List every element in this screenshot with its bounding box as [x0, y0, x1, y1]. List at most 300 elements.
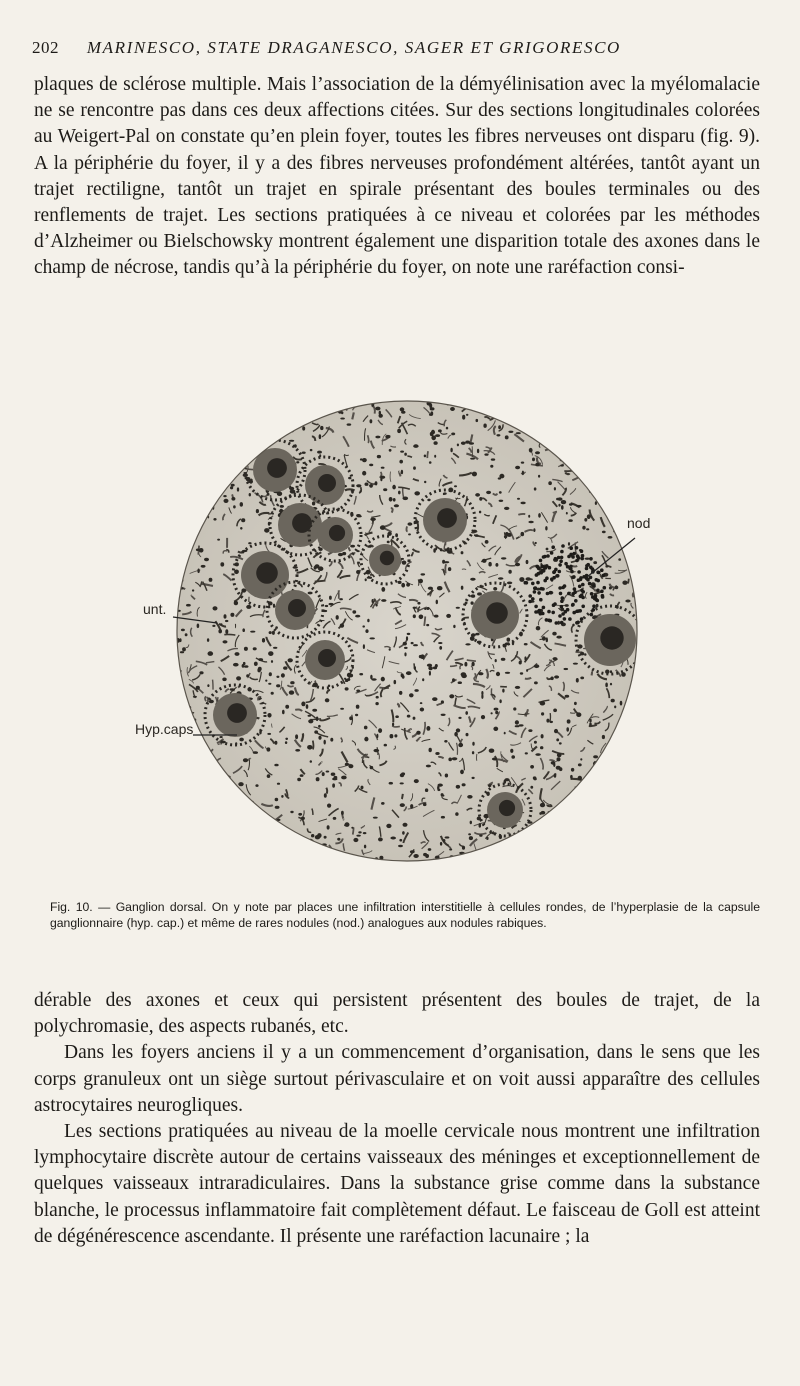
nucleus-dot: [430, 407, 435, 410]
nucleus-dot: [222, 678, 226, 682]
nucleus-dot: [276, 676, 279, 678]
nucleus-dot: [428, 587, 433, 590]
nodule-cell: [550, 551, 554, 555]
nodule-cell: [561, 596, 565, 600]
fiber-stroke: [196, 421, 200, 425]
fiber-stroke: [631, 470, 639, 476]
fiber-stroke: [628, 417, 633, 424]
nucleus-dot: [386, 824, 391, 828]
nucleus-dot: [244, 647, 248, 651]
nucleus-dot: [201, 565, 206, 568]
nucleus-dot: [507, 638, 511, 642]
nucleus-dot: [400, 451, 404, 453]
nucleus-dot: [190, 453, 195, 457]
fiber-stroke: [257, 808, 259, 820]
nucleus-dot: [617, 764, 619, 768]
fiber-stroke: [230, 447, 237, 455]
nucleus-dot: [285, 738, 288, 740]
nucleus-dot: [325, 605, 328, 607]
nucleus-dot: [628, 557, 633, 561]
nucleus-dot: [593, 755, 598, 758]
cell-nucleus: [486, 602, 508, 624]
nucleus-dot: [513, 707, 516, 710]
fiber-stroke: [595, 828, 603, 836]
fiber-stroke: [279, 837, 287, 841]
fiber-stroke: [450, 665, 457, 666]
nucleus-dot: [401, 470, 403, 475]
fiber-stroke: [178, 430, 182, 436]
nucleus-dot: [559, 838, 561, 840]
fiber-stroke: [177, 796, 180, 802]
fiber-stroke: [615, 747, 624, 755]
nucleus-dot: [558, 504, 560, 507]
nucleus-dot: [605, 683, 608, 688]
nucleus-dot: [400, 782, 404, 784]
nodule-cell: [546, 592, 550, 596]
nucleus-dot: [567, 719, 571, 723]
nucleus-dot: [316, 777, 320, 781]
nucleus-dot: [381, 599, 386, 602]
fiber-stroke: [602, 425, 605, 431]
nucleus-dot: [526, 560, 529, 564]
nucleus-dot: [568, 519, 572, 522]
nucleus-dot: [316, 717, 319, 722]
nucleus-dot: [484, 453, 488, 455]
nucleus-dot: [314, 566, 317, 570]
nucleus-dot: [204, 558, 209, 561]
nucleus-dot: [381, 467, 385, 469]
nucleus-dot: [456, 785, 460, 789]
nucleus-dot: [438, 429, 442, 432]
fiber-stroke: [638, 563, 649, 564]
nodule-cell: [560, 621, 564, 625]
nucleus-dot: [476, 419, 479, 422]
nucleus-dot: [325, 698, 330, 702]
nucleus-dot: [178, 501, 182, 505]
nucleus-dot: [238, 829, 241, 834]
nucleus-dot: [429, 748, 432, 752]
nucleus-dot: [247, 854, 250, 857]
nucleus-dot: [370, 637, 375, 639]
fiber-stroke: [260, 864, 268, 867]
nucleus-dot: [241, 518, 245, 522]
nucleus-dot: [428, 848, 432, 851]
nodule-cell: [545, 618, 549, 622]
nucleus-dot: [271, 429, 275, 431]
nucleus-dot: [534, 664, 539, 668]
nucleus-dot: [410, 850, 415, 853]
fiber-stroke: [193, 867, 198, 878]
fiber-stroke: [406, 526, 407, 531]
fiber-stroke: [402, 794, 403, 799]
nucleus-dot: [387, 541, 390, 544]
nucleus-dot: [398, 845, 403, 847]
nucleus-dot: [380, 476, 385, 479]
nodule-cell: [536, 610, 540, 614]
nucleus-dot: [626, 822, 630, 827]
fiber-stroke: [293, 844, 303, 846]
fiber-stroke: [641, 699, 643, 710]
nucleus-dot: [420, 708, 424, 712]
fiber-stroke: [608, 497, 614, 504]
nucleus-dot: [576, 505, 581, 507]
nucleus-dot: [196, 409, 201, 413]
nodule-cell: [571, 603, 575, 607]
nucleus-dot: [356, 690, 360, 693]
nucleus-dot: [423, 803, 427, 806]
nucleus-dot: [607, 493, 609, 496]
fiber-stroke: [578, 843, 580, 849]
nucleus-dot: [361, 786, 364, 790]
nucleus-dot: [182, 647, 186, 651]
nucleus-dot: [564, 800, 568, 803]
nucleus-dot: [258, 667, 262, 671]
nucleus-dot: [572, 624, 574, 627]
nucleus-dot: [560, 464, 564, 466]
nucleus-dot: [549, 814, 553, 819]
nucleus-dot: [605, 791, 609, 794]
nucleus-dot: [258, 428, 262, 431]
nucleus-dot: [220, 817, 225, 821]
fiber-stroke: [218, 841, 221, 848]
fiber-stroke: [234, 422, 246, 423]
nucleus-dot: [195, 864, 198, 867]
nodule-cell: [581, 590, 585, 594]
fiber-stroke: [630, 789, 635, 790]
nucleus-dot: [288, 859, 292, 862]
nucleus-dot: [637, 467, 642, 472]
nucleus-dot: [454, 485, 457, 487]
nodule-cell: [570, 570, 574, 574]
nucleus-dot: [585, 867, 589, 871]
nucleus-dot: [223, 429, 227, 432]
nucleus-dot: [183, 434, 188, 436]
nucleus-dot: [390, 734, 394, 738]
nodule-cell: [539, 598, 543, 602]
nucleus-dot: [370, 518, 376, 521]
nucleus-dot: [609, 856, 614, 860]
nucleus-dot: [312, 709, 317, 712]
fiber-stroke: [637, 548, 640, 556]
nucleus-dot: [471, 601, 474, 604]
nucleus-dot: [368, 397, 373, 402]
fiber-stroke: [209, 461, 221, 464]
nodule-cell: [544, 566, 548, 570]
nucleus-dot: [608, 855, 613, 857]
nucleus-dot: [237, 487, 239, 491]
nucleus-dot: [625, 600, 630, 603]
nucleus-dot: [417, 602, 420, 605]
fiber-stroke: [552, 829, 562, 832]
nucleus-dot: [406, 636, 408, 641]
nucleus-dot: [379, 411, 381, 416]
fiber-stroke: [504, 853, 516, 858]
nucleus-dot: [190, 848, 195, 852]
nucleus-dot: [213, 518, 216, 521]
fiber-stroke: [513, 863, 519, 864]
nodule-cell: [555, 621, 559, 625]
nucleus-dot: [174, 752, 178, 755]
fiber-stroke: [562, 853, 567, 861]
nucleus-dot: [630, 502, 633, 504]
nucleus-dot: [587, 457, 590, 460]
nucleus-dot: [575, 413, 578, 417]
nucleus-dot: [452, 678, 455, 682]
nucleus-dot: [256, 509, 259, 513]
nucleus-dot: [538, 513, 541, 518]
nucleus-dot: [575, 797, 577, 801]
nucleus-dot: [530, 765, 534, 769]
nucleus-dot: [324, 793, 327, 798]
nucleus-dot: [389, 497, 393, 502]
nucleus-dot: [295, 749, 300, 752]
nucleus-dot: [377, 455, 381, 458]
nucleus-dot: [301, 817, 305, 820]
nucleus-dot: [267, 713, 271, 718]
nucleus-dot: [482, 559, 487, 563]
fiber-stroke: [582, 781, 589, 786]
fiber-stroke: [224, 634, 235, 635]
micrograph-drawing: [135, 385, 675, 885]
nucleus-dot: [413, 717, 416, 720]
nodule-cell: [585, 567, 589, 571]
fiber-stroke: [604, 408, 610, 410]
fiber-stroke: [424, 616, 425, 625]
nucleus-dot: [192, 759, 195, 764]
nucleus-dot: [181, 629, 185, 632]
nucleus-dot: [519, 661, 522, 665]
nucleus-dot: [408, 522, 413, 525]
nucleus-dot: [359, 673, 363, 675]
nucleus-dot: [511, 755, 515, 759]
nucleus-dot: [242, 812, 246, 814]
nodule-cell: [592, 584, 596, 588]
nucleus-dot: [265, 856, 269, 858]
fiber-stroke: [588, 798, 592, 808]
nucleus-dot: [504, 778, 509, 781]
nucleus-dot: [253, 647, 257, 650]
fiber-stroke: [450, 860, 462, 863]
fiber-stroke: [348, 855, 352, 857]
nucleus-dot: [324, 740, 326, 745]
nodule-cell: [543, 555, 547, 559]
nucleus-dot: [610, 417, 613, 421]
nodule-cell: [590, 613, 594, 617]
nucleus-dot: [625, 495, 630, 499]
nucleus-dot: [242, 840, 246, 843]
nucleus-dot: [424, 608, 426, 610]
nucleus-dot: [570, 775, 573, 779]
nodule-cell: [581, 605, 585, 609]
nucleus-dot: [399, 691, 402, 695]
nucleus-dot: [559, 843, 564, 847]
fiber-stroke: [178, 478, 185, 480]
nucleus-dot: [194, 478, 198, 480]
fiber-stroke: [541, 435, 545, 442]
nucleus-dot: [225, 629, 228, 634]
nucleus-dot: [450, 407, 455, 411]
nodule-cell: [588, 582, 592, 586]
fiber-stroke: [578, 466, 583, 471]
nodule-cell: [596, 571, 600, 575]
fiber-stroke: [634, 480, 636, 486]
nucleus-dot: [174, 771, 176, 775]
nucleus-dot: [438, 642, 442, 644]
nucleus-dot: [376, 734, 378, 738]
fiber-stroke: [229, 830, 234, 839]
nucleus-dot: [369, 484, 373, 488]
nucleus-dot: [193, 696, 197, 698]
nucleus-dot: [393, 498, 396, 502]
fiber-stroke: [525, 678, 531, 679]
fiber-stroke: [559, 817, 564, 829]
fiber-stroke: [578, 809, 581, 818]
nucleus-dot: [385, 435, 390, 439]
fiber-stroke: [613, 773, 617, 782]
nucleus-dot: [489, 749, 495, 753]
nucleus-dot: [400, 773, 404, 777]
nodule-cell: [543, 579, 547, 583]
nucleus-dot: [472, 742, 474, 746]
fiber-stroke: [207, 816, 217, 823]
nucleus-dot: [416, 731, 420, 735]
nucleus-dot: [456, 728, 460, 732]
page-number: 202: [32, 38, 59, 57]
nucleus-dot: [566, 727, 569, 731]
nucleus-dot: [549, 721, 553, 723]
nucleus-dot: [301, 702, 305, 707]
nucleus-dot: [238, 782, 243, 786]
nucleus-dot: [356, 835, 360, 837]
nucleus-dot: [230, 835, 232, 839]
fiber-stroke: [193, 807, 198, 814]
nucleus-dot: [539, 812, 542, 815]
nucleus-dot: [197, 510, 202, 514]
cell-nucleus: [267, 458, 287, 478]
nucleus-dot: [510, 749, 513, 753]
nucleus-dot: [427, 499, 430, 502]
nodule-cell: [558, 563, 562, 567]
nucleus-dot: [238, 815, 243, 818]
nucleus-dot: [545, 526, 547, 530]
nucleus-dot: [515, 563, 520, 567]
label-unt: unt.: [143, 601, 167, 617]
nodule-cell: [592, 608, 596, 612]
nucleus-dot: [220, 462, 225, 466]
fiber-stroke: [611, 811, 618, 818]
nucleus-dot: [457, 863, 462, 865]
nucleus-dot: [417, 863, 420, 865]
nucleus-dot: [213, 606, 218, 610]
nucleus-dot: [619, 400, 624, 403]
fiber-stroke: [523, 840, 525, 849]
nodule-cell: [600, 568, 604, 572]
nucleus-dot: [308, 592, 313, 595]
nucleus-dot: [189, 439, 193, 444]
nucleus-dot: [477, 592, 482, 595]
fiber-stroke: [601, 404, 611, 406]
cell-nucleus: [380, 551, 394, 565]
fiber-stroke: [205, 754, 206, 763]
nucleus-dot: [240, 527, 242, 530]
fiber-stroke: [443, 859, 454, 861]
nucleus-dot: [290, 811, 293, 813]
fiber-stroke: [490, 401, 497, 405]
nucleus-dot: [246, 674, 249, 677]
nucleus-dot: [446, 614, 451, 618]
nucleus-dot: [516, 432, 521, 434]
nucleus-dot: [249, 493, 251, 496]
nucleus-dot: [491, 712, 493, 714]
nucleus-dot: [336, 615, 339, 620]
nucleus-dot: [479, 511, 481, 514]
nucleus-dot: [499, 500, 504, 502]
nucleus-dot: [276, 684, 280, 687]
nucleus-dot: [203, 405, 207, 409]
fiber-stroke: [201, 420, 210, 423]
cell-nucleus: [437, 508, 457, 528]
nucleus-dot: [603, 799, 605, 802]
fiber-stroke: [628, 579, 629, 584]
nucleus-dot: [639, 445, 642, 448]
nucleus-dot: [390, 837, 396, 840]
fiber-stroke: [219, 430, 220, 435]
nucleus-dot: [369, 464, 373, 467]
fiber-stroke: [617, 745, 619, 754]
nucleus-dot: [353, 838, 358, 842]
nucleus-dot: [620, 701, 623, 706]
nodule-cell: [594, 598, 598, 602]
fiber-stroke: [587, 423, 593, 429]
nucleus-dot: [526, 669, 528, 672]
nucleus-dot: [556, 498, 559, 501]
fiber-stroke: [225, 817, 233, 824]
nucleus-dot: [453, 625, 455, 628]
nucleus-dot: [403, 497, 409, 501]
nucleus-dot: [302, 452, 306, 454]
nucleus-dot: [207, 684, 209, 687]
nucleus-dot: [402, 398, 404, 401]
nucleus-dot: [608, 536, 613, 539]
nucleus-dot: [420, 702, 423, 704]
fiber-stroke: [512, 405, 520, 414]
nucleus-dot: [616, 830, 620, 832]
nucleus-dot: [356, 705, 360, 709]
nucleus-dot: [249, 479, 253, 483]
nucleus-dot: [565, 604, 569, 607]
nucleus-dot: [182, 715, 187, 717]
fiber-stroke: [592, 833, 599, 844]
nucleus-dot: [518, 418, 520, 420]
nucleus-dot: [406, 671, 412, 675]
nucleus-dot: [557, 753, 562, 757]
nucleus-dot: [278, 844, 283, 848]
nucleus-dot: [437, 586, 443, 590]
nucleus-dot: [493, 727, 498, 731]
nucleus-dot: [641, 549, 643, 551]
nucleus-dot: [180, 651, 184, 653]
nucleus-dot: [248, 424, 251, 427]
nucleus-dot: [378, 837, 383, 841]
nucleus-dot: [350, 545, 355, 548]
fiber-stroke: [518, 514, 525, 515]
nucleus-dot: [217, 539, 220, 541]
nucleus-dot: [403, 642, 407, 646]
nucleus-dot: [461, 672, 467, 676]
nucleus-dot: [496, 672, 500, 676]
nucleus-dot: [619, 844, 624, 847]
nucleus-dot: [203, 430, 207, 434]
